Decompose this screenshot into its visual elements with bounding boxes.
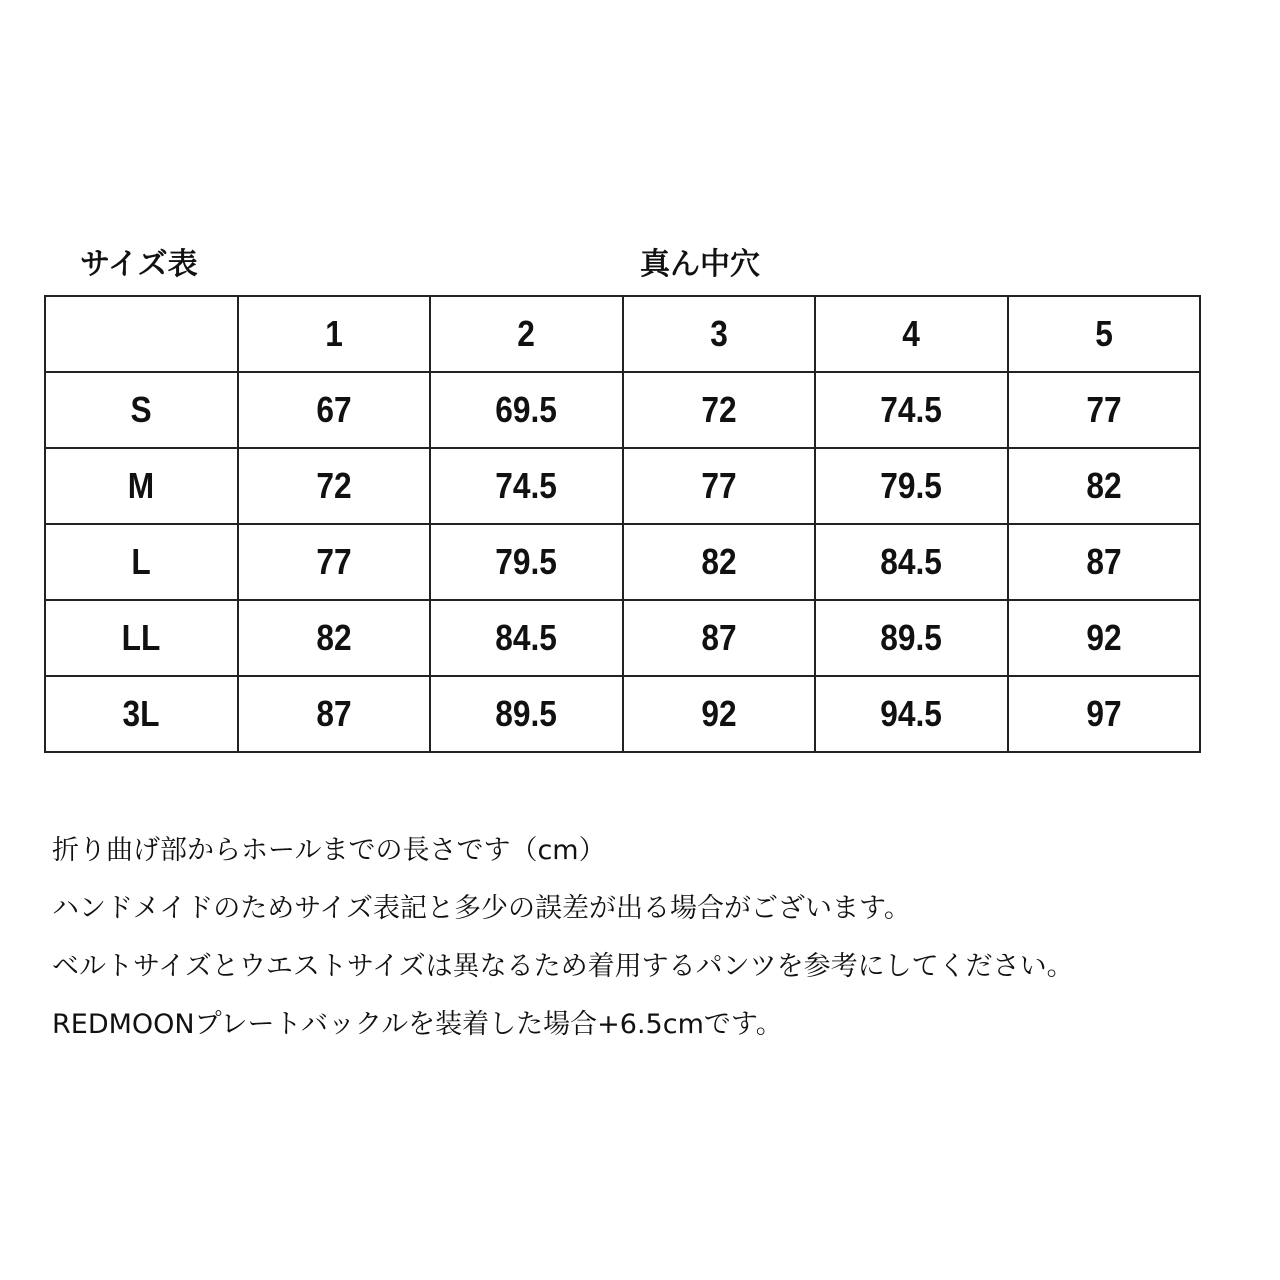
row-size-label: M (45, 448, 238, 524)
row-size-label: S (45, 372, 238, 448)
table-cell: 84.5 (815, 524, 1008, 600)
table-cell: 74.5 (815, 372, 1008, 448)
table-cell: 82 (1008, 448, 1201, 524)
table-cell: 97 (1008, 676, 1201, 752)
column-header: 3 (623, 296, 816, 372)
table-cell: 89.5 (815, 600, 1008, 676)
column-header: 1 (238, 296, 431, 372)
table-cell: 77 (1008, 372, 1201, 448)
table-cell: 89.5 (430, 676, 623, 752)
table-cell: 82 (623, 524, 816, 600)
table-cell: 87 (238, 676, 431, 752)
table-cell: 92 (1008, 600, 1201, 676)
row-size-label: L (45, 524, 238, 600)
table-cell: 79.5 (430, 524, 623, 600)
note-belt-vs-waist: ベルトサイズとウエストサイズは異なるため着用するパンツを参考にしてください。 (52, 951, 1074, 982)
table-row (45, 600, 1200, 676)
table-cell: 77 (238, 524, 431, 600)
row-size-label: LL (45, 600, 238, 676)
note-handmade-tolerance: ハンドメイドのためサイズ表記と多少の誤差が出る場合がございます。 (52, 893, 911, 924)
table-cell: 67 (238, 372, 431, 448)
table-cell: 87 (623, 600, 816, 676)
table-cell: 87 (1008, 524, 1201, 600)
column-header: 5 (1008, 296, 1201, 372)
table-cell: 82 (238, 600, 431, 676)
table-row (45, 372, 1200, 448)
table-row (45, 676, 1200, 752)
row-size-label: 3L (45, 676, 238, 752)
table-cell: 69.5 (430, 372, 623, 448)
table-cell: 72 (238, 448, 431, 524)
table-cell: 84.5 (430, 600, 623, 676)
column-header: 2 (430, 296, 623, 372)
table-row (45, 448, 1200, 524)
table-cell: 72 (623, 372, 816, 448)
page-title: サイズ表 (80, 247, 198, 282)
table-subtitle: 真ん中穴 (640, 247, 760, 282)
table-header-row (45, 296, 1200, 372)
notes-section (52, 822, 1272, 1054)
table-row (45, 524, 1200, 600)
note-buckle-addition: REDMOONプレートバックルを装着した場合+6.5cmです。 (52, 1009, 783, 1040)
table-cell: 92 (623, 676, 816, 752)
table-cell: 74.5 (430, 448, 623, 524)
column-header: 4 (815, 296, 1008, 372)
table-cell: 79.5 (815, 448, 1008, 524)
size-table (44, 295, 1201, 753)
table-cell: 94.5 (815, 676, 1008, 752)
column-header-empty (45, 296, 238, 372)
note-measurement: 折り曲げ部からホールまでの長さです（cm） (52, 835, 606, 866)
table-cell: 77 (623, 448, 816, 524)
